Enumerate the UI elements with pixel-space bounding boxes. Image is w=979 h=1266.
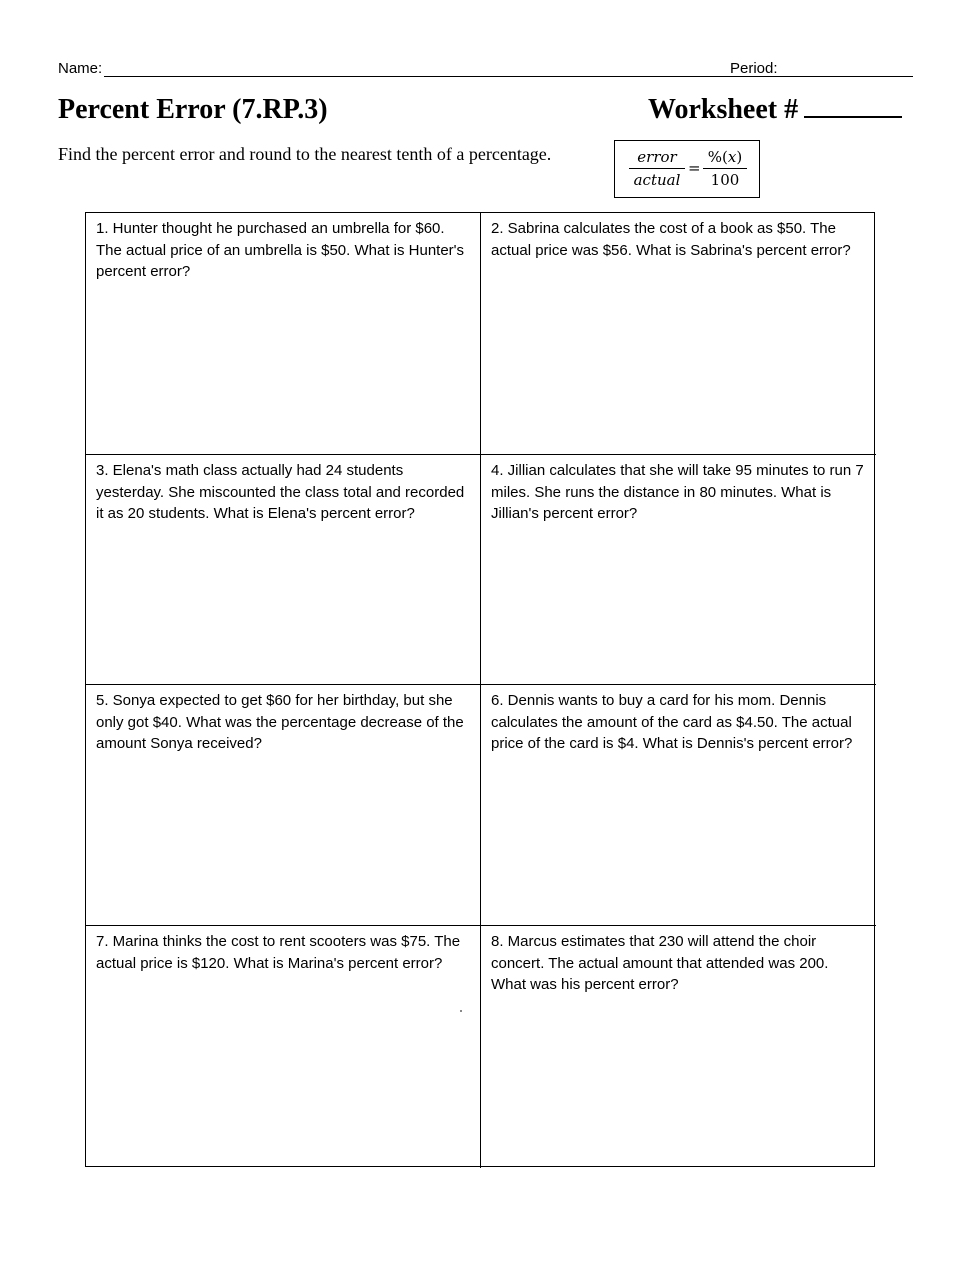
problem-2[interactable] <box>481 213 876 455</box>
name-field[interactable] <box>104 76 783 77</box>
problem-5[interactable] <box>86 685 481 926</box>
problem-8-text: 8. Marcus estimates that 230 will attend the choir concert. The actual amount that attended was 200. What was his percent error? <box>491 933 829 993</box>
problem-3-text: 3. Elena's math class actually had 24 students yesterday. She miscounted the class total and recorded it as 20 students. What is Elena's percent error? <box>96 462 465 522</box>
problem-6[interactable] <box>481 685 876 926</box>
formula-percent-x: %(x) <box>707 148 743 166</box>
problem-8[interactable] <box>481 926 876 1168</box>
instructions: Find the percent error and round to the nearest tenth of a percentage. <box>58 144 552 164</box>
problem-6-text: 6. Dennis wants to buy a card for his mom. Dennis calculates the amount of the card as $4.50. The actual price of the card is $4. What is Dennis's percent error? <box>491 692 853 752</box>
formula-error: error <box>637 148 677 166</box>
worksheet-label: Worksheet # <box>648 94 799 125</box>
period-label: Period: <box>730 60 778 77</box>
problem-7-text: 7. Marina thinks the cost to rent scooters was $75. The actual price is $120. What is Marina's percent error? <box>96 933 461 972</box>
stray-mark <box>460 1010 462 1012</box>
error-over-actual-fraction <box>629 148 685 189</box>
name-label: Name: <box>58 60 103 77</box>
percent-over-hundred-fraction <box>703 148 747 189</box>
worksheet-number <box>648 94 902 126</box>
problem-7[interactable] <box>86 926 481 1168</box>
formula-actual: actual <box>633 171 681 189</box>
name-period-line <box>58 58 913 82</box>
problem-5-text: 5. Sonya expected to get $60 for her birthday, but she only got $40. What was the percentage decrease of the amount Sonya received? <box>96 692 464 752</box>
formula-hundred: 100 <box>710 171 740 189</box>
problem-grid <box>85 212 875 1167</box>
problem-2-text: 2. Sabrina calculates the cost of a book as $50. The actual price was $56. What is Sabrina's percent error? <box>491 220 851 259</box>
formula-equals: = <box>688 159 701 177</box>
problem-4-text: 4. Jillian calculates that she will take 95 minutes to run 7 miles. She runs the distance in 80 minutes. What is Jillian's percent error? <box>491 462 864 522</box>
worksheet-number-field[interactable] <box>804 94 902 118</box>
problem-4[interactable] <box>481 455 876 685</box>
problem-3[interactable] <box>86 455 481 685</box>
period-field[interactable] <box>780 76 913 77</box>
percent-error-formula <box>614 140 760 198</box>
problem-1-text: 1. Hunter thought he purchased an umbrella for $60. The actual price of an umbrella is $50. What is Hunter's percent error? <box>96 220 465 280</box>
problem-1[interactable] <box>86 213 481 455</box>
page-title: Percent Error (7.RP.3) <box>58 94 328 125</box>
